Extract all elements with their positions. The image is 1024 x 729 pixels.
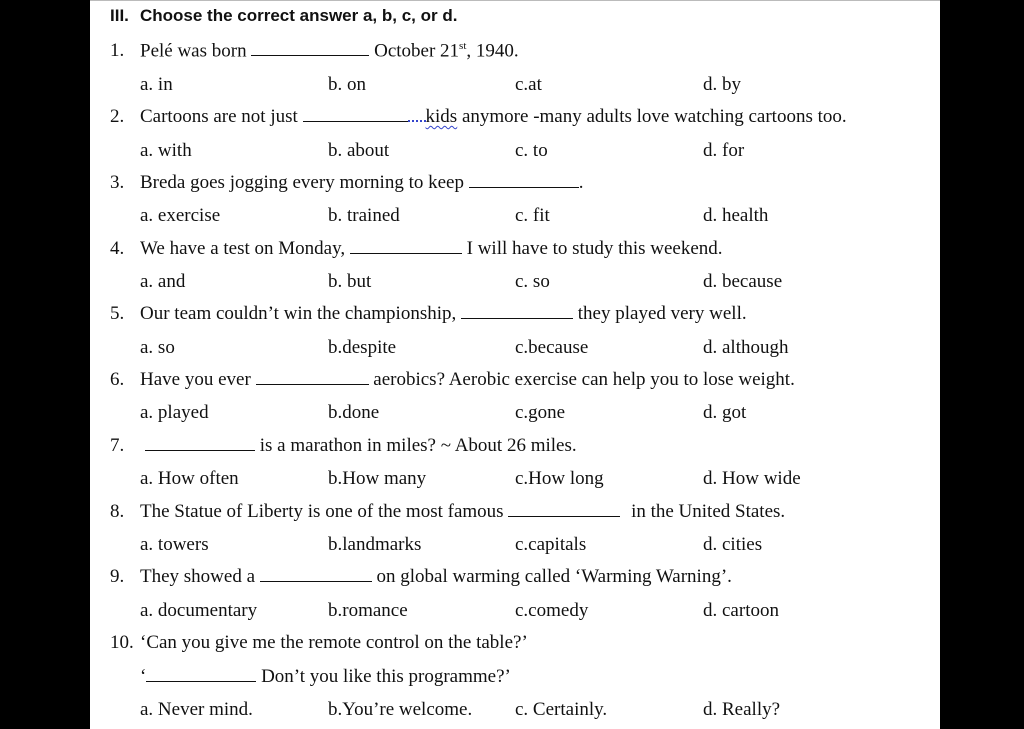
option-d[interactable]: d. health — [703, 205, 769, 226]
option-c[interactable]: c.How long — [515, 468, 604, 489]
question-10-line2: ‘ Don’t you like this programme?’ — [140, 666, 511, 687]
answer-blank[interactable] — [256, 370, 369, 385]
option-b[interactable]: b.done — [328, 402, 380, 423]
answer-blank[interactable] — [303, 107, 408, 122]
option-a[interactable]: a. How often — [140, 468, 239, 489]
option-d[interactable]: d. cities — [703, 534, 763, 555]
option-a[interactable]: a. exercise — [140, 205, 221, 226]
answer-blank[interactable] — [146, 667, 256, 682]
option-b[interactable]: b.How many — [328, 468, 427, 489]
question-2: 2. Cartoons are not just kids anymore -many adults love watching cartoons too. — [110, 106, 847, 127]
section-number: III. — [110, 6, 129, 25]
question-7: 7. is a marathon in miles? ~ About 26 miles. — [110, 435, 577, 456]
option-a[interactable]: a. in — [140, 74, 173, 95]
option-a[interactable]: a. and — [140, 271, 186, 292]
option-c[interactable]: c.comedy — [515, 600, 589, 621]
question-5: 5. Our team couldn’t win the championship, they played very well. — [110, 303, 747, 324]
option-a[interactable]: a. so — [140, 337, 175, 358]
question-8: 8. The Statue of Liberty is one of the most famous in the United States. — [110, 501, 786, 522]
option-d[interactable]: d. got — [703, 402, 747, 423]
option-c[interactable]: c.capitals — [515, 534, 587, 555]
option-c[interactable]: c.because — [515, 337, 589, 358]
answer-blank[interactable] — [251, 41, 369, 56]
option-c[interactable]: c. Certainly. — [515, 699, 608, 720]
question-1: 1. Pelé was born October 21st, 1940. — [110, 40, 519, 62]
option-d[interactable]: d. for — [703, 140, 745, 161]
option-c[interactable]: c. so — [515, 271, 550, 292]
answer-blank[interactable] — [461, 304, 573, 319]
option-d[interactable]: d. by — [703, 74, 741, 95]
option-a[interactable]: a. Never mind. — [140, 699, 253, 720]
option-a[interactable]: a. towers — [140, 534, 209, 555]
option-d[interactable]: d. How wide — [703, 468, 801, 489]
option-b[interactable]: b.landmarks — [328, 534, 422, 555]
option-c[interactable]: c. fit — [515, 205, 550, 226]
answer-blank[interactable] — [508, 502, 620, 517]
section-heading — [110, 6, 457, 26]
top-border — [90, 0, 940, 1]
answer-blank[interactable] — [260, 567, 372, 582]
option-b[interactable]: b. but — [328, 271, 372, 292]
option-d[interactable]: d. although — [703, 337, 789, 358]
option-b[interactable]: b.You’re welcome. — [328, 699, 473, 720]
question-3: 3. Breda goes jogging every morning to keep . — [110, 172, 584, 193]
question-9: 9. They showed a on global warming called ‘Warming Warning’. — [110, 566, 732, 587]
option-d[interactable]: d. Really? — [703, 699, 781, 720]
option-c[interactable]: c. to — [515, 140, 548, 161]
answer-blank[interactable] — [350, 239, 462, 254]
option-b[interactable]: b. trained — [328, 205, 400, 226]
question-10: 10. ‘Can you give me the remote control on the table?’ — [110, 632, 528, 653]
option-b[interactable]: b.romance — [328, 600, 408, 621]
answer-blank[interactable] — [145, 436, 255, 451]
option-c[interactable]: c.gone — [515, 402, 566, 423]
option-b[interactable]: b. about — [328, 140, 390, 161]
section-title: Choose the correct answer a, b, c, or d. — [140, 6, 458, 25]
option-b[interactable]: b.despite — [328, 337, 397, 358]
question-4: 4. We have a test on Monday, I will have to study this weekend. — [110, 238, 723, 259]
worksheet-page — [90, 0, 940, 729]
option-a[interactable]: a. with — [140, 140, 192, 161]
option-a[interactable]: a. documentary — [140, 600, 258, 621]
option-c[interactable]: c.at — [515, 74, 542, 95]
question-6: 6. Have you ever aerobics? Aerobic exercise can help you to lose weight. — [110, 369, 795, 390]
answer-blank[interactable] — [469, 173, 579, 188]
option-a[interactable]: a. played — [140, 402, 209, 423]
option-d[interactable]: d. because — [703, 271, 783, 292]
option-d[interactable]: d. cartoon — [703, 600, 779, 621]
option-b[interactable]: b. on — [328, 74, 366, 95]
